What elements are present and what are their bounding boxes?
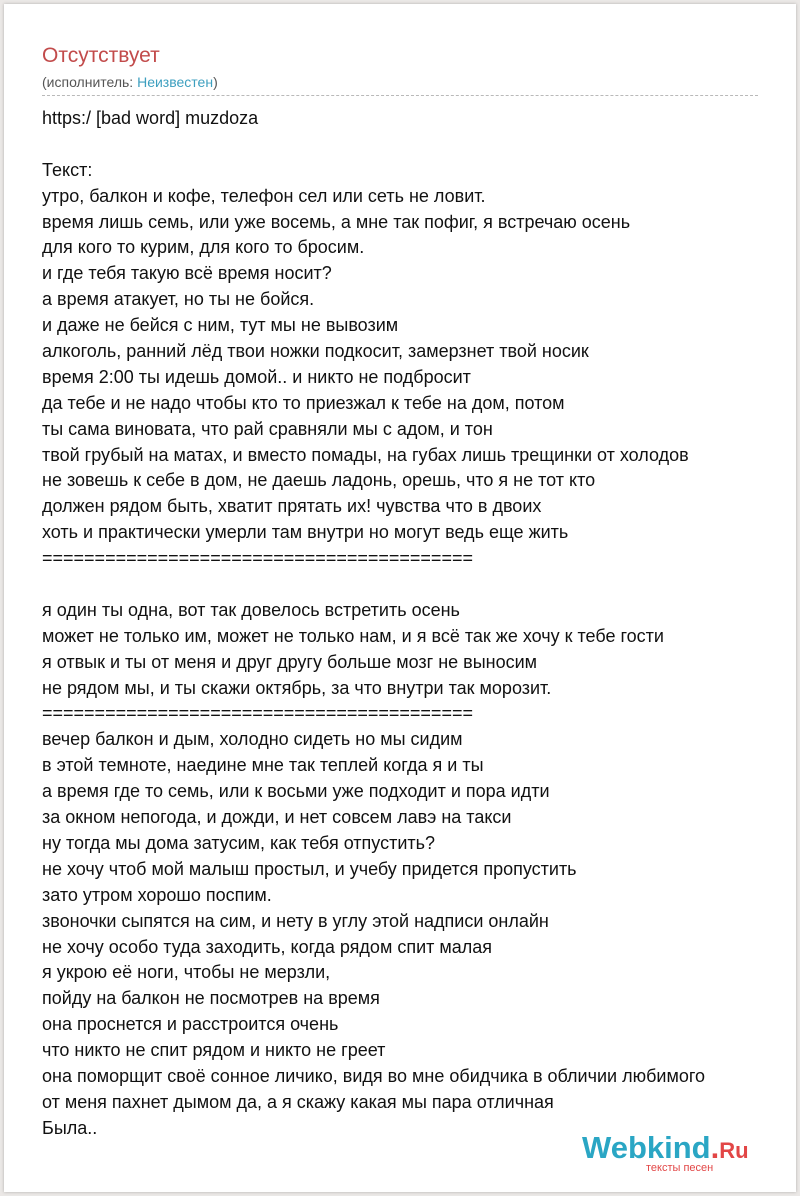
lyrics-text	[42, 106, 792, 1142]
lyric-line: вечер балкон и дым, холодно сидеть но мы сидим	[42, 729, 463, 750]
lyric-line: не зовешь к себе в дом, не даешь ладонь, орешь, что я не тот кто	[42, 470, 596, 491]
lyric-line: я один ты одна, вот так довелось встретить осень	[42, 599, 460, 620]
lyric-line: и даже не бейся с ним, тут мы не вывозим	[42, 315, 399, 336]
lyric-line: я отвык и ты от меня и друг другу больше мозг не выносим	[42, 651, 538, 672]
lyric-line: не хочу чтоб мой малыш простыл, и учебу придется пропустить	[42, 858, 577, 879]
lyric-line: =========================================	[42, 548, 473, 569]
lyric-line: она проснется и расстроится очень	[42, 1014, 339, 1035]
lyric-line	[42, 132, 792, 158]
lyric-line: а время атакует, но ты не бойся.	[42, 289, 315, 310]
lyric-line: должен рядом быть, хватит прятать их! чувства что в двоих	[42, 496, 542, 517]
lyric-line: хоть и практически умерли там внутри но могут ведь еще жить	[42, 522, 569, 543]
site-logo[interactable]	[582, 1130, 782, 1184]
lyric-line: ну тогда мы дома затусим, как тебя отпустить?	[42, 832, 436, 853]
lyric-line: я укрою её ноги, чтобы не мерзли,	[42, 962, 331, 983]
lyric-line: =========================================	[42, 703, 473, 724]
artist-line	[42, 74, 218, 90]
logo-wordmark	[582, 1130, 749, 1166]
lyric-line: в этой темноте, наедине мне так теплей когда я и ты	[42, 755, 484, 776]
artist-prefix: (исполнитель:	[42, 74, 138, 90]
lyric-line: алкоголь, ранний лёд твои ножки подкосит, замерзнет твой носик	[42, 341, 589, 362]
lyric-line	[42, 572, 792, 598]
song-title: Отсутствует	[42, 44, 160, 67]
lyric-line: https:/ [bad word] muzdoza	[42, 108, 259, 128]
lyric-line: зато утром хорошо поспим.	[42, 884, 272, 905]
lyric-line: может не только им, может не только нам, и я всё так же хочу к тебе гости	[42, 625, 664, 646]
lyric-line: для кого то курим, для кого то бросим.	[42, 237, 365, 258]
lyric-line: она поморщит своё сонное личико, видя во мне обидчика в обличии любимого	[42, 1065, 706, 1086]
logo-tagline: тексты песен	[646, 1162, 714, 1174]
lyric-line: пойду на балкон не посмотрев на время	[42, 988, 380, 1009]
lyric-line: Была..	[42, 1117, 98, 1138]
lyric-line: время лишь семь, или уже восемь, а мне так пофиг, я встречаю осень	[42, 211, 631, 232]
lyric-line: за окном непогода, и дожди, и нет совсем лавэ на такси	[42, 807, 512, 828]
dashed-divider	[42, 95, 758, 96]
lyric-line: утро, балкон и кофе, телефон сел или сеть не ловит.	[42, 185, 486, 206]
lyric-line: да тебе и не надо чтобы кто то приезжал к тебе на дом, потом	[42, 392, 565, 413]
lyric-line: не хочу особо туда заходить, когда рядом спит малая	[42, 936, 493, 957]
artist-suffix: )	[213, 74, 218, 90]
lyrics-page	[4, 4, 796, 1192]
logo-dot: .	[710, 1130, 720, 1165]
lyric-line: от меня пахнет дымом да, а я скажу какая мы пара отличная	[42, 1091, 554, 1112]
lyric-line: время 2:00 ты идешь домой.. и никто не подбросит	[42, 366, 471, 387]
lyric-line: Текст:	[42, 159, 93, 180]
lyric-line: ты сама виновата, что рай сравняли мы с адом, и тон	[42, 418, 493, 439]
lyric-line: и где тебя такую всё время носит?	[42, 263, 332, 284]
lyric-line: звоночки сыпятся на сим, и нету в углу этой надписи онлайн	[42, 910, 549, 931]
logo-ru: Ru	[719, 1138, 749, 1163]
logo-main-text: Webkind	[582, 1130, 711, 1165]
lyric-line: а время где то семь, или к восьми уже подходит и пора идти	[42, 781, 550, 802]
lyric-line: твой грубый на матах, и вместо помады, на губах лишь трещинки от холодов	[42, 444, 689, 465]
lyric-line: не рядом мы, и ты скажи октябрь, за что внутри так морозит.	[42, 677, 552, 698]
artist-link[interactable]: Неизвестен	[137, 74, 214, 90]
lyric-line: что никто не спит рядом и никто не греет	[42, 1040, 386, 1061]
